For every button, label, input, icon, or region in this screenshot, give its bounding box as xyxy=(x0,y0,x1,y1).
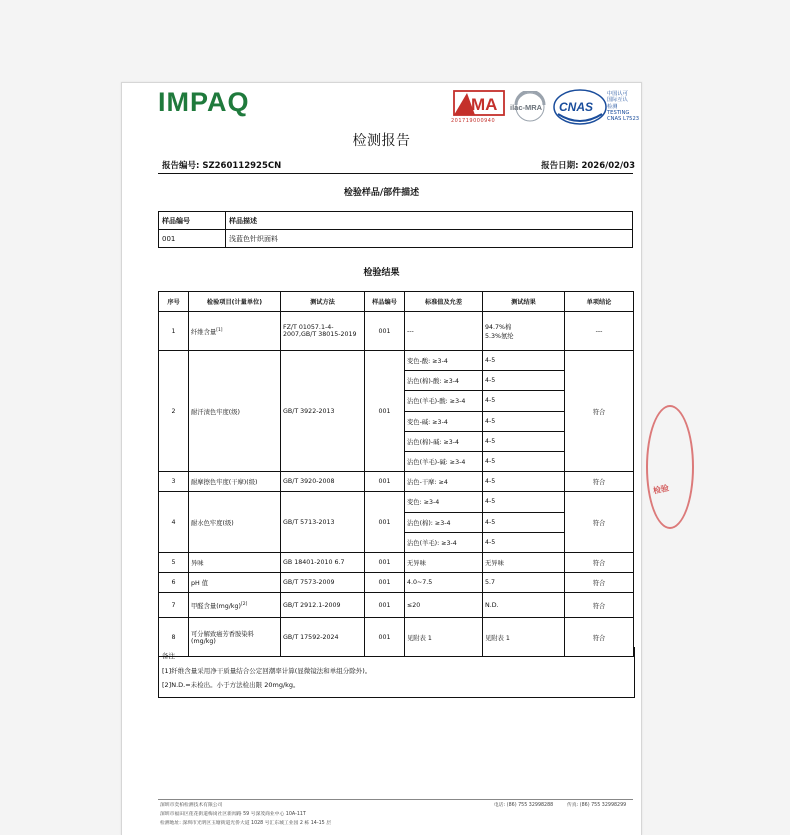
test-item-cell: 可分解致癌芳香胺染料(mg/kg) xyxy=(189,618,281,657)
table-row xyxy=(159,593,634,618)
conclusion-cell: 符合 xyxy=(565,593,634,618)
conclusion-cell: 符合 xyxy=(565,472,634,492)
svg-text:ilac-MRA: ilac-MRA xyxy=(510,103,543,112)
footer-address: 深圳市福田区莲花街道梅岗社区新闻路 59 号深茂商业中心 10A-11T xyxy=(160,812,306,817)
standard-cell: 无异味 xyxy=(405,552,483,572)
svg-text:MA: MA xyxy=(471,95,498,114)
report-number: 报告编号: SZ260112925CN xyxy=(162,161,282,171)
result-cell: 4-5 xyxy=(483,451,565,471)
standard-cell: 沾色(棉): ≥3-4 xyxy=(405,512,483,532)
test-item-label: 纤维含量 xyxy=(191,328,217,336)
sample-id-cell: 001 xyxy=(365,552,405,572)
table-row xyxy=(159,552,634,572)
test-method-cell: GB/T 3920-2008 xyxy=(281,472,365,492)
test-method-cell: GB 18401-2010 6.7 xyxy=(281,552,365,572)
test-method-cell: GB/T 17592-2024 xyxy=(281,618,365,657)
notes-title: 备注 xyxy=(162,652,175,660)
ilac-mra-logo xyxy=(507,91,553,123)
row-number-cell: 8 xyxy=(159,618,189,657)
row-number-cell: 2 xyxy=(159,351,189,472)
result-cell: 4-5 xyxy=(483,351,565,371)
test-item-cell: 异味 xyxy=(189,552,281,572)
result-cell: 4-5 xyxy=(483,512,565,532)
note-line: [2]N.D.=未检出。小于方法检出限 20mg/kg。 xyxy=(162,681,300,689)
test-item-cell: 耐水色牢度(级) xyxy=(189,492,281,553)
sample-id-cell: 001 xyxy=(365,312,405,351)
sample-id-cell: 001 xyxy=(365,492,405,553)
conclusion-cell: 符合 xyxy=(565,552,634,572)
sample-id-cell: 001 xyxy=(159,230,226,248)
conclusion-cell: 符合 xyxy=(565,573,634,593)
result-cell: 4-5 xyxy=(483,411,565,431)
results-section-title: 检验结果 xyxy=(363,268,400,278)
standard-cell: 沾色-干摩: ≥4 xyxy=(405,472,483,492)
header-cell: 标准值及允差 xyxy=(405,292,483,312)
test-method-cell: GB/T 3922-2013 xyxy=(281,351,365,472)
conclusion-cell: 符合 xyxy=(565,618,634,657)
result-cell: 5.7 xyxy=(483,573,565,593)
standard-cell: 变色: ≥3-4 xyxy=(405,492,483,512)
sample-id-cell: 001 xyxy=(365,472,405,492)
sample-table-header xyxy=(159,212,633,230)
cma-logo xyxy=(453,90,505,116)
test-item-cell: 耐汗渍色牢度(级) xyxy=(189,351,281,472)
standard-cell: --- xyxy=(405,312,483,351)
row-number-cell: 6 xyxy=(159,573,189,593)
row-number-cell: 4 xyxy=(159,492,189,553)
header-cell: 序号 xyxy=(159,292,189,312)
test-item-cell xyxy=(189,593,281,618)
conclusion-cell: 符合 xyxy=(565,351,634,472)
header-cell: 样品编号 xyxy=(365,292,405,312)
footnote-marker: [2] xyxy=(241,601,248,607)
cma-number: 201719000940 xyxy=(451,118,496,124)
footnote-marker: [1] xyxy=(216,327,223,333)
standard-cell: 4.0~7.5 xyxy=(405,573,483,593)
test-method-cell: GB/T 5713-2013 xyxy=(281,492,365,553)
table-row xyxy=(159,472,634,492)
standard-cell: 变色-酸: ≥3-4 xyxy=(405,351,483,371)
header-cell: 单项结论 xyxy=(565,292,634,312)
result-cell: 94.7%棉 5.3%氨纶 xyxy=(483,312,565,351)
table-row xyxy=(159,312,634,351)
standard-cell: 沾色(棉)-碱: ≥3-4 xyxy=(405,431,483,451)
conclusion-cell: 符合 xyxy=(565,492,634,553)
result-cell: 4-5 xyxy=(483,371,565,391)
table-row xyxy=(159,230,633,248)
header-cell: 样品编号 xyxy=(159,212,226,230)
standard-cell: 沾色(羊毛)-酸: ≥3-4 xyxy=(405,391,483,411)
result-cell: 4-5 xyxy=(483,492,565,512)
test-item-cell xyxy=(189,312,281,351)
cnas-label: 中国认可 国际互认 检测 TESTING CNAS L7523 xyxy=(607,91,640,123)
header-cell: 检验项目(计量单位) xyxy=(189,292,281,312)
results-body xyxy=(159,312,634,657)
table-row xyxy=(159,492,634,512)
sample-id-cell: 001 xyxy=(365,618,405,657)
result-cell: 4-5 xyxy=(483,472,565,492)
seal-stamp xyxy=(646,405,694,529)
row-number-cell: 5 xyxy=(159,552,189,572)
sample-id-cell: 001 xyxy=(365,351,405,472)
result-cell: N.D. xyxy=(483,593,565,618)
table-row xyxy=(159,351,634,371)
result-cell: 4-5 xyxy=(483,391,565,411)
row-number-cell: 3 xyxy=(159,472,189,492)
report-title: 检测报告 xyxy=(352,133,411,149)
result-cell: 4-5 xyxy=(483,532,565,552)
results-table-header xyxy=(159,292,634,312)
footer-fax: 传真: (86) 755 32998299 xyxy=(567,803,627,808)
result-cell: 无异味 xyxy=(483,552,565,572)
note-line: [1]纤维含量采用净干质量结合公定回潮率计算(显微镜法和单组分除外)。 xyxy=(162,667,372,675)
test-method-cell: GB/T 2912.1-2009 xyxy=(281,593,365,618)
results-table xyxy=(158,291,634,657)
svg-text:CNAS: CNAS xyxy=(559,100,594,114)
company-logo: IMPAQ xyxy=(158,87,250,117)
row-number-cell: 1 xyxy=(159,312,189,351)
sample-table xyxy=(158,211,633,248)
result-cell: 见附表 1 xyxy=(483,618,565,657)
standard-cell: 沾色(羊毛): ≥3-4 xyxy=(405,532,483,552)
header-cell: 样品描述 xyxy=(226,212,633,230)
test-item-cell: pH 值 xyxy=(189,573,281,593)
test-method-cell: GB/T 7573-2009 xyxy=(281,573,365,593)
test-item-label: 甲醛含量(mg/kg) xyxy=(191,602,241,610)
report-page xyxy=(121,82,642,835)
seal-stamp-text: 检验 xyxy=(652,483,670,496)
footer-divider xyxy=(158,799,633,800)
standard-cell: 沾色(棉)-酸: ≥3-4 xyxy=(405,371,483,391)
footer-company: 深圳市奕柏检测技术有限公司 xyxy=(160,803,223,808)
standard-cell: 沾色(羊毛)-碱: ≥3-4 xyxy=(405,451,483,471)
standard-cell: 见附表 1 xyxy=(405,618,483,657)
result-cell: 4-5 xyxy=(483,431,565,451)
sample-id-cell: 001 xyxy=(365,573,405,593)
header-cell: 测试结果 xyxy=(483,292,565,312)
header-cell: 测试方法 xyxy=(281,292,365,312)
row-number-cell: 7 xyxy=(159,593,189,618)
sample-desc-cell: 浅蓝色针织面料 xyxy=(226,230,633,248)
notes-box xyxy=(158,647,635,698)
standard-cell: 变色-碱: ≥3-4 xyxy=(405,411,483,431)
table-row xyxy=(159,573,634,593)
test-method-cell: FZ/T 01057.1-4-2007,GB/T 38015-2019 xyxy=(281,312,365,351)
cnas-logo xyxy=(552,88,608,126)
test-item-cell: 耐摩擦色牢度(干摩)(级) xyxy=(189,472,281,492)
footer-phone: 电话: (86) 755 32998288 xyxy=(494,803,554,808)
sample-id-cell: 001 xyxy=(365,593,405,618)
header-divider xyxy=(158,173,633,174)
standard-cell: ≤20 xyxy=(405,593,483,618)
sample-section-title: 检验样品/部件描述 xyxy=(343,188,420,198)
report-date: 报告日期: 2026/02/03 xyxy=(541,161,635,171)
footer-test-address: 检测地址: 深圳市光明区玉塘街道光侨大道 1028 号汇东城工业园 2 栋 14-15 层 xyxy=(160,821,332,826)
conclusion-cell: --- xyxy=(565,312,634,351)
